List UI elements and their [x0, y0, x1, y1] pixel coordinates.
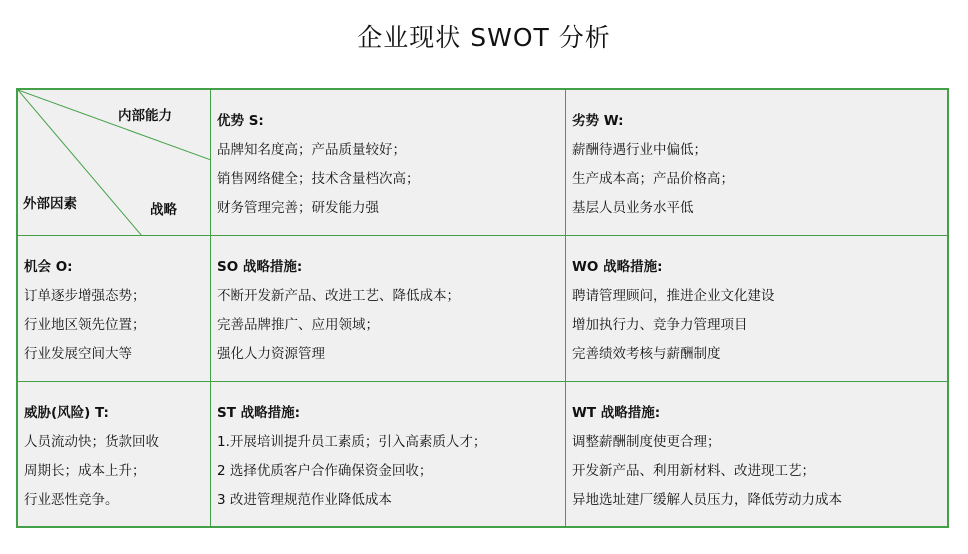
corner-header-cell — [18, 90, 211, 236]
wt-strategy-cell — [566, 382, 947, 526]
st-item: 3 改进管理规范作业降低成本 — [217, 492, 392, 508]
threats-item: 人员流动快；货款回收 — [24, 434, 159, 450]
weaknesses-item: 薪酬待遇行业中偏低； — [572, 142, 707, 158]
st-heading: ST 战略措施: — [217, 405, 301, 421]
so-item: 完善品牌推广、应用领域； — [217, 317, 379, 333]
threats-item: 行业恶性竞争。 — [24, 492, 119, 508]
wo-heading: WO 战略措施: — [572, 259, 663, 275]
so-heading: SO 战略措施: — [217, 259, 303, 275]
wt-heading: WT 战略措施: — [572, 405, 661, 421]
wo-item: 增加执行力、竞争力管理项目 — [572, 317, 748, 333]
wt-item: 异地选址建厂缓解人员压力，降低劳动力成本 — [572, 492, 842, 508]
swot-table — [16, 88, 949, 528]
so-item: 强化人力资源管理 — [217, 346, 325, 362]
strengths-cell — [211, 90, 566, 236]
strengths-item: 销售网络健全；技术含量档次高； — [217, 171, 420, 187]
so-item: 不断开发新产品、改进工艺、降低成本； — [217, 288, 460, 304]
corner-diagonal-lines — [18, 90, 211, 236]
wo-item: 聘请管理顾问，推进企业文化建设 — [572, 288, 775, 304]
so-strategy-cell — [211, 236, 566, 382]
page-title: 企业现状 SWOT 分析 — [357, 23, 611, 52]
wt-item: 开发新产品、利用新材料、改进现工艺； — [572, 463, 815, 479]
wo-item: 完善绩效考核与薪酬制度 — [572, 346, 721, 362]
wt-item: 调整薪酬制度使更合理； — [572, 434, 721, 450]
opportunities-heading: 机会 O: — [24, 259, 73, 275]
st-item: 1.开展培训提升员工素质；引入高素质人才； — [217, 434, 487, 450]
opportunities-item: 行业地区领先位置； — [24, 317, 146, 333]
threats-cell — [18, 382, 211, 526]
st-item: 2 选择优质客户合作确保资金回收； — [217, 463, 433, 479]
threats-heading: 威胁(风险) T: — [24, 405, 109, 421]
strengths-item: 品牌知名度高；产品质量较好； — [217, 142, 406, 158]
corner-external-label: 外部因素 — [23, 196, 77, 212]
weaknesses-item: 基层人员业务水平低 — [572, 200, 694, 216]
threats-item: 周期长；成本上升； — [24, 463, 146, 479]
opportunities-item: 行业发展空间大等 — [24, 346, 132, 362]
corner-strategy-label: 战略 — [150, 202, 177, 218]
weaknesses-heading: 劣势 W: — [572, 113, 624, 129]
opportunities-item: 订单逐步增强态势； — [24, 288, 146, 304]
corner-internal-label: 内部能力 — [118, 108, 172, 124]
weaknesses-cell — [566, 90, 947, 236]
weaknesses-item: 生产成本高；产品价格高； — [572, 171, 734, 187]
wo-strategy-cell — [566, 236, 947, 382]
strengths-heading: 优势 S: — [217, 113, 264, 129]
opportunities-cell — [18, 236, 211, 382]
st-strategy-cell — [211, 382, 566, 526]
strengths-item: 财务管理完善；研发能力强 — [217, 200, 379, 216]
